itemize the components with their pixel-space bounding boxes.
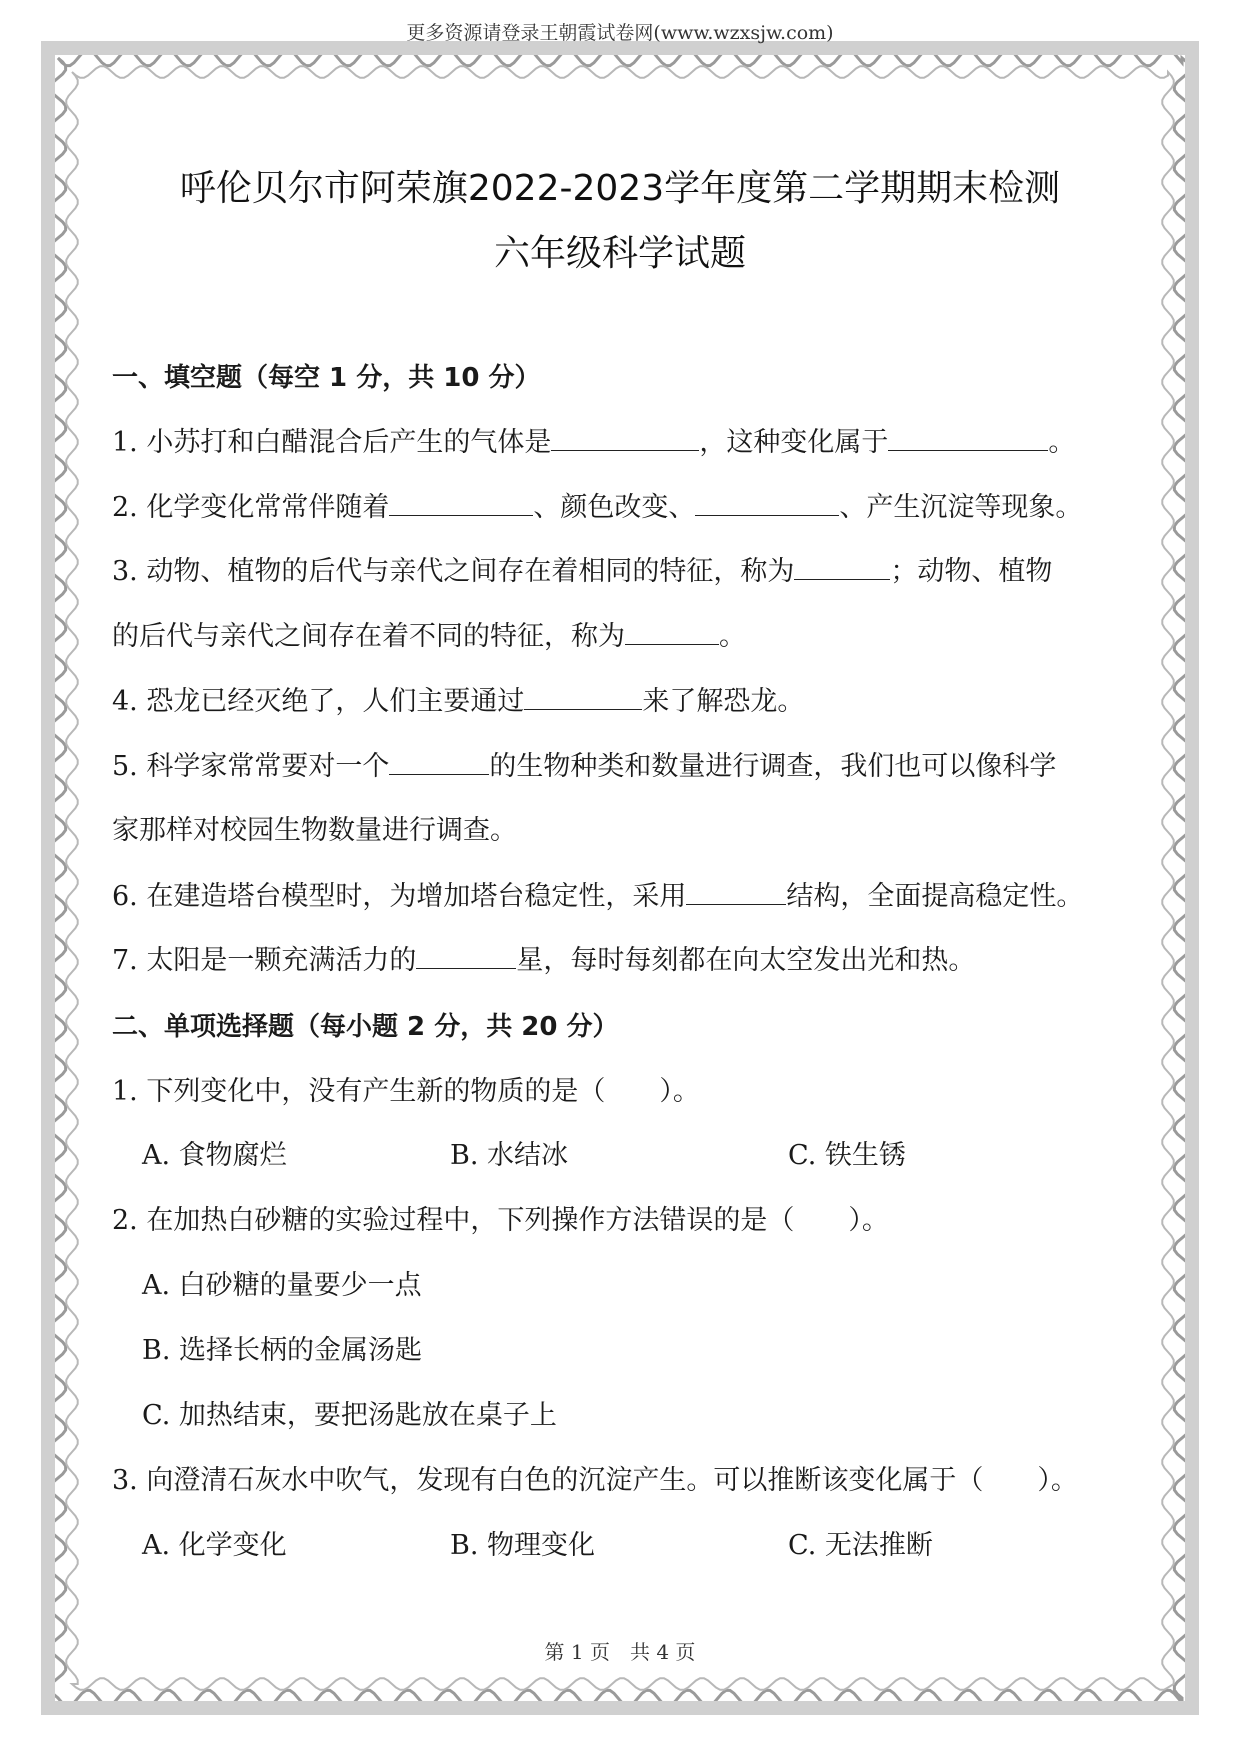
question-text: 5. 科学家常常要对一个	[112, 751, 390, 782]
answer-blank	[888, 424, 1048, 451]
choice-option-a: A. 化学变化	[142, 1530, 287, 1561]
choice-question-2-stem: 2. 在加热白砂糖的实验过程中，下列操作方法错误的是（ ）。	[112, 1205, 889, 1236]
answer-blank	[416, 942, 516, 969]
section-heading-multiple-choice: 二、单项选择题（每小题 2 分，共 20 分）	[112, 1012, 619, 1042]
question-text: 结构，全面提高稳定性。	[786, 881, 1084, 912]
question-text: 7. 太阳是一颗充满活力的	[112, 945, 417, 976]
page-number: 第 1 页 共 4 页	[544, 1640, 696, 1664]
fill-question-7	[112, 942, 1132, 979]
choice-option-c: C. 铁生锈	[788, 1140, 906, 1171]
exam-subtitle: 六年级科学试题	[493, 233, 746, 274]
answer-blank	[524, 683, 642, 710]
question-text: 。	[1048, 427, 1076, 458]
answer-blank	[625, 618, 719, 645]
choice-option-c: C. 无法推断	[788, 1530, 933, 1561]
fill-question-5	[112, 748, 1132, 785]
question-text: 3. 动物、植物的后代与亲代之间存在着相同的特征，称为	[112, 556, 795, 587]
question-text: ，这种变化属于	[699, 427, 889, 458]
answer-blank	[551, 424, 699, 451]
question-text: 家那样对校园生物数量进行调查。	[112, 815, 517, 846]
exam-title: 呼伦贝尔市阿荣旗2022-2023学年度第二学期期末检测	[179, 168, 1061, 209]
choice-question-3-stem: 3. 向澄清石灰水中吹气，发现有白色的沉淀产生。可以推断该变化属于（ ）。	[112, 1465, 1078, 1496]
choice-option-b: B. 物理变化	[450, 1530, 596, 1561]
answer-blank	[695, 489, 839, 516]
source-website-header: 更多资源请登录王朝霞试卷网(www.wzxsjw.com)	[406, 22, 834, 44]
question-text: 1. 小苏打和白醋混合后产生的气体是	[112, 427, 552, 458]
choice-option-a: A. 食物腐烂	[142, 1140, 287, 1171]
choice-option-c: C. 加热结束，要把汤匙放在桌子上	[142, 1400, 557, 1431]
answer-blank	[686, 878, 786, 905]
answer-blank	[794, 553, 890, 580]
question-text: 2. 化学变化常常伴随着	[112, 492, 390, 523]
question-text: 星，每时每刻都在向太空发出光和热。	[516, 945, 976, 976]
fill-question-3	[112, 553, 1132, 590]
fill-question-4	[112, 683, 1132, 720]
question-text: 。	[719, 621, 746, 652]
question-text: 的后代与亲代之间存在着不同的特征，称为	[112, 621, 625, 652]
fill-question-6	[112, 878, 1132, 915]
fill-question-1	[112, 424, 1132, 461]
question-text: 来了解恐龙。	[642, 686, 805, 717]
answer-blank	[389, 489, 533, 516]
fill-question-5-cont	[112, 813, 1132, 849]
fill-question-3-cont	[112, 618, 1132, 655]
question-text: 、产生沉淀等现象。	[839, 492, 1083, 523]
fill-question-2	[112, 489, 1132, 526]
question-text: 的生物种类和数量进行调查，我们也可以像科学	[489, 751, 1057, 782]
question-text: 4. 恐龙已经灭绝了，人们主要通过	[112, 686, 525, 717]
choice-question-1-stem: 1. 下列变化中，没有产生新的物质的是（ ）。	[112, 1076, 700, 1107]
answer-blank	[389, 748, 489, 775]
question-text: 6. 在建造塔台模型时，为增加塔台稳定性，采用	[112, 881, 687, 912]
question-text: 、颜色改变、	[533, 492, 696, 523]
section-heading-fill-in: 一、填空题（每空 1 分，共 10 分）	[112, 363, 541, 393]
question-text: ；动物、植物	[890, 556, 1053, 587]
choice-option-b: B. 水结冰	[450, 1140, 569, 1171]
choice-option-b: B. 选择长柄的金属汤匙	[142, 1335, 423, 1366]
choice-option-a: A. 白砂糖的量要少一点	[142, 1270, 422, 1301]
